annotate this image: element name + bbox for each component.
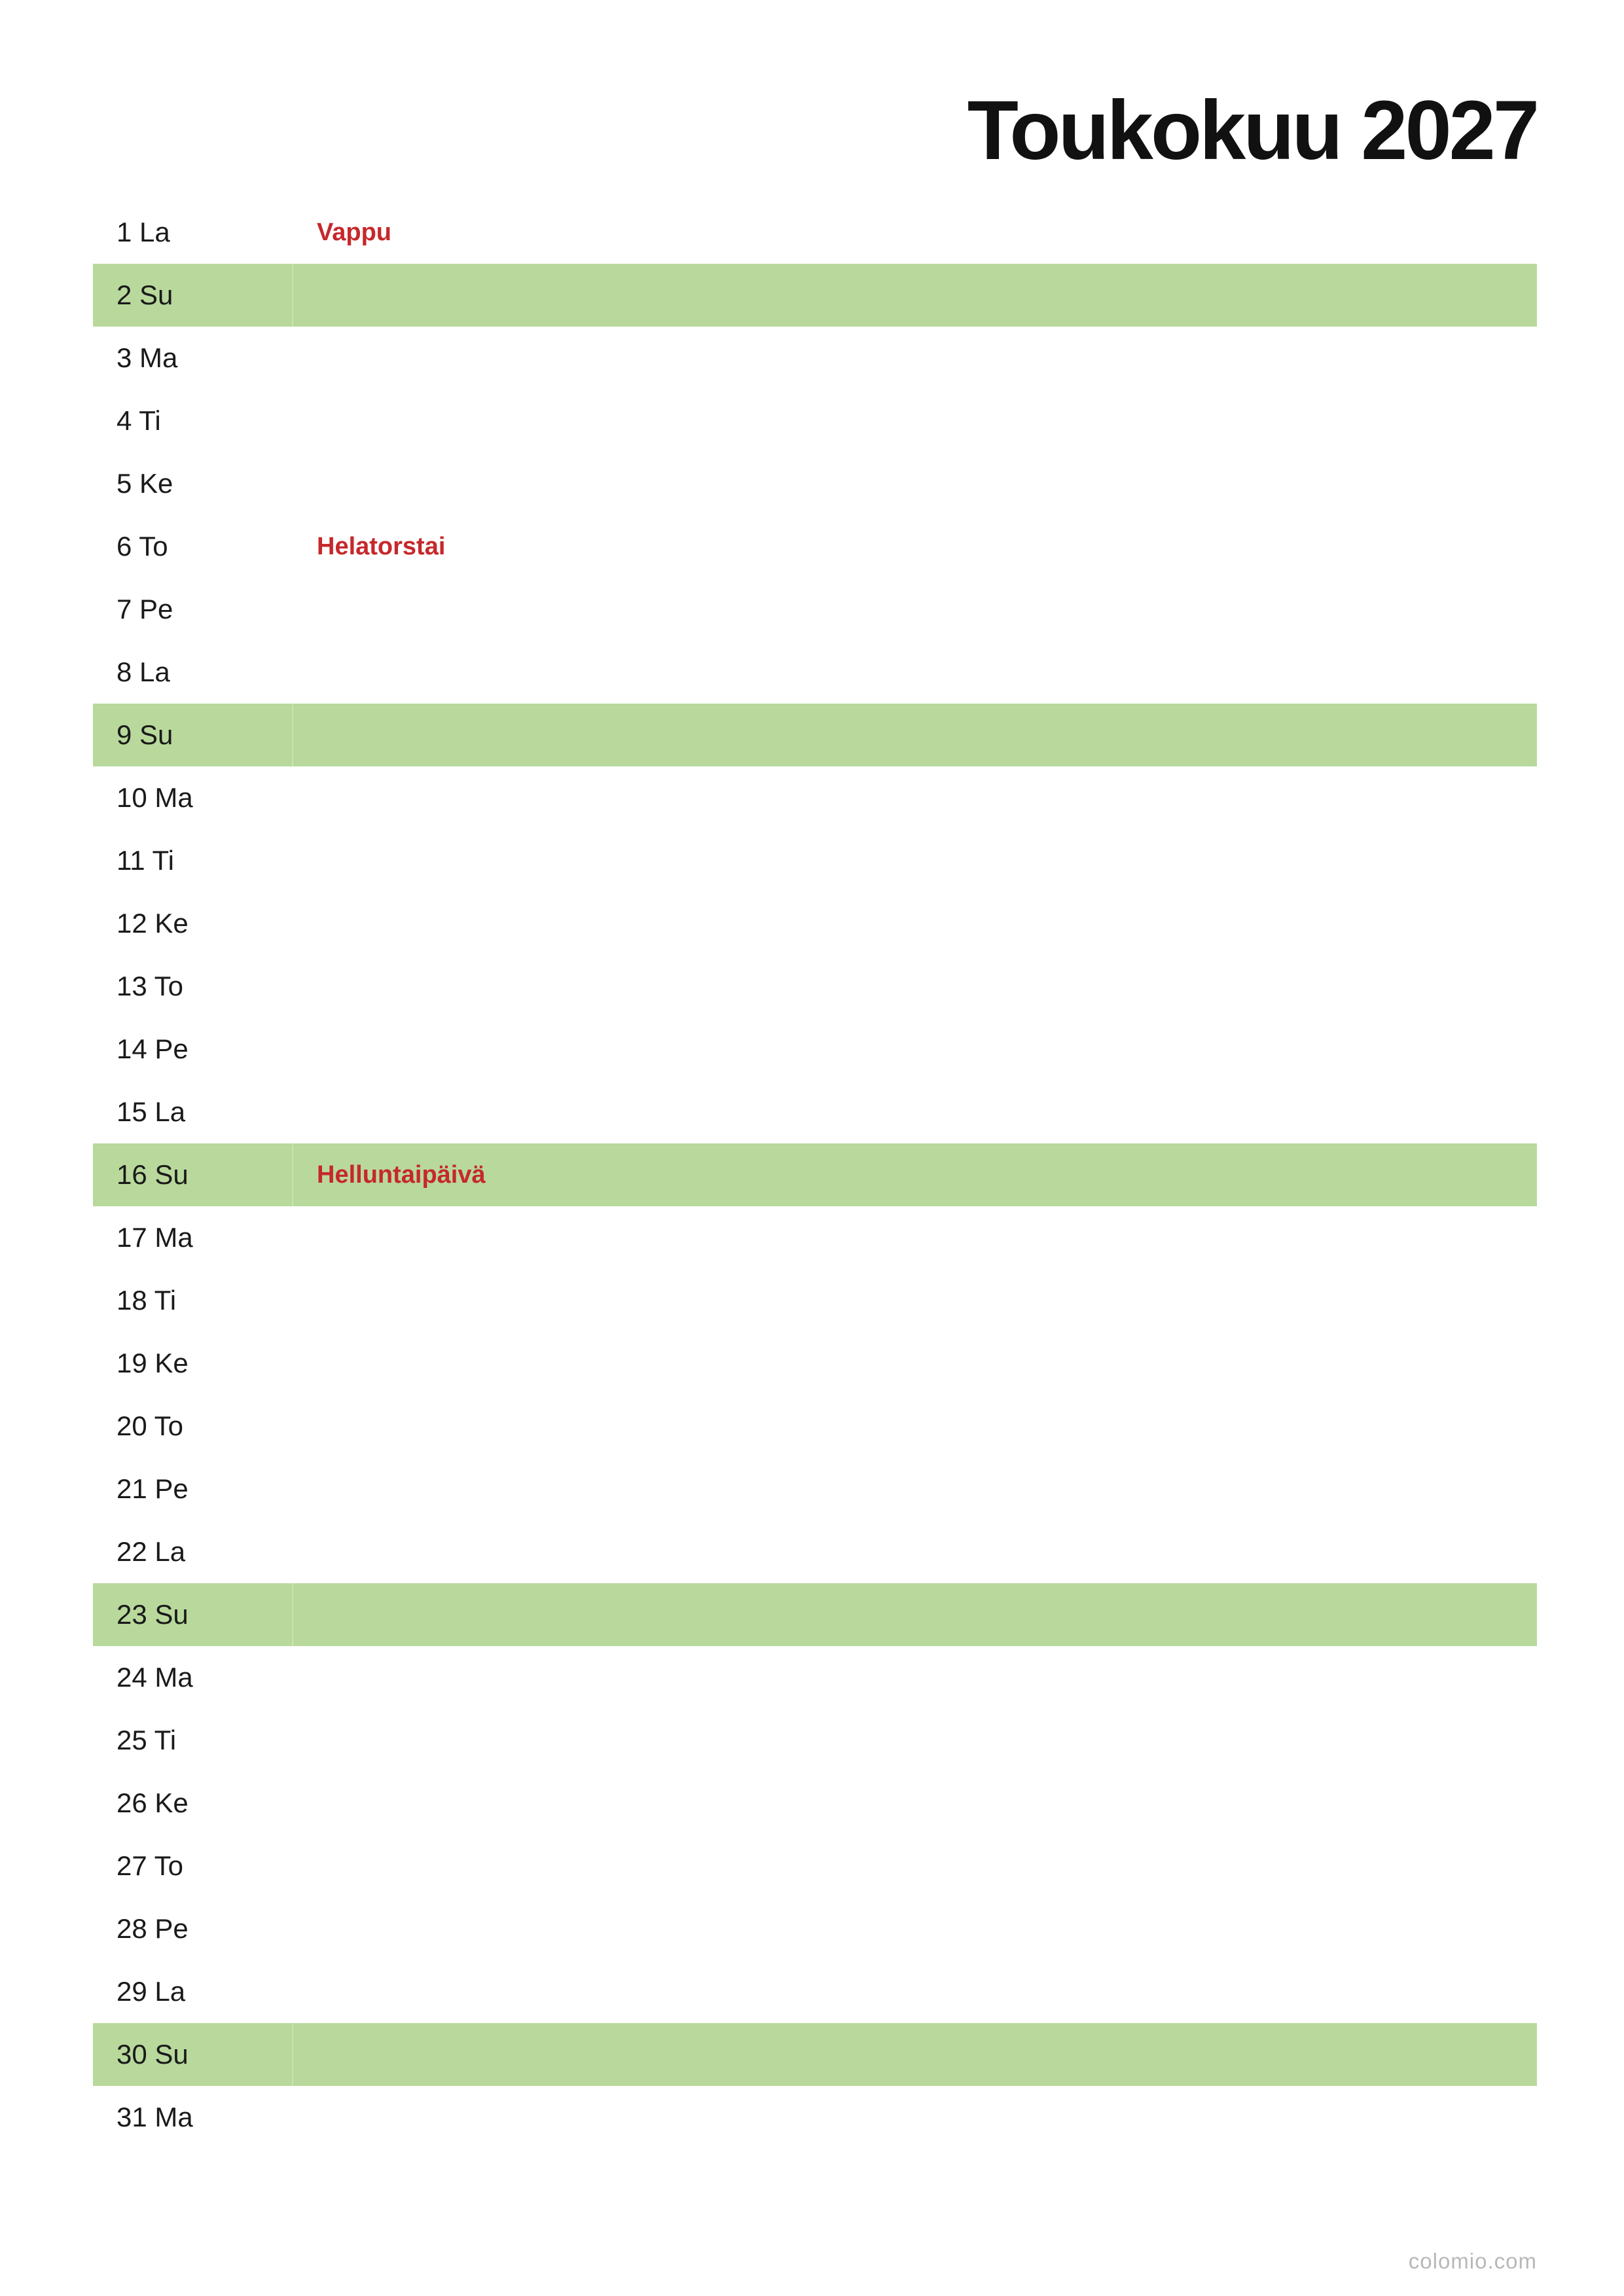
day-label: 4 Ti: [117, 405, 161, 436]
holiday-label: [293, 1960, 1537, 2023]
day-label: 20 To: [117, 1410, 183, 1441]
day-label: 28 Pe: [117, 1913, 189, 1944]
holiday-label: [293, 829, 1537, 892]
holiday-label: [293, 264, 1537, 327]
holiday-label: [293, 1206, 1537, 1269]
day-row: [93, 766, 1537, 829]
day-label: 26 Ke: [117, 1787, 189, 1818]
holiday-label: [293, 1458, 1537, 1520]
holiday-label: [293, 704, 1537, 766]
holiday-label: Helluntaipäivä: [317, 1160, 486, 1189]
day-row: [93, 1269, 1537, 1332]
day-label: 25 Ti: [117, 1725, 177, 1755]
holiday-label: [293, 1332, 1537, 1395]
holiday-label: [293, 1646, 1537, 1709]
holiday-label: [293, 1835, 1537, 1897]
day-row: [93, 641, 1537, 704]
holiday-label: [293, 2023, 1537, 2086]
holiday-label: [293, 578, 1537, 641]
day-row: [93, 1206, 1537, 1269]
day-row-sunday: [93, 704, 1537, 766]
holiday-label: [293, 389, 1537, 452]
day-row: [93, 2086, 1537, 2149]
day-row: [93, 892, 1537, 955]
holiday-label: [293, 1081, 1537, 1143]
holiday-label: [293, 327, 1537, 389]
holiday-label: [293, 1395, 1537, 1458]
holiday-label: [293, 641, 1537, 704]
day-label: 24 Ma: [117, 1662, 193, 1693]
day-label: 15 La: [117, 1096, 186, 1127]
day-label: 17 Ma: [117, 1222, 193, 1253]
footer-credit: colomio.com: [1408, 2249, 1537, 2273]
day-row: [93, 1835, 1537, 1897]
day-row-sunday: [93, 264, 1537, 327]
day-label: 19 Ke: [117, 1348, 189, 1378]
day-row: [93, 1960, 1537, 2023]
day-label: 8 La: [117, 656, 170, 687]
day-label: 23 Su: [93, 1583, 293, 1646]
holiday-label: [293, 452, 1537, 515]
day-list: [93, 201, 1537, 2149]
day-label: 21 Pe: [117, 1473, 189, 1504]
day-label: 3 Ma: [117, 342, 178, 373]
day-row: [93, 452, 1537, 515]
day-label: 31 Ma: [117, 2102, 193, 2132]
day-row: [93, 1520, 1537, 1583]
day-row: [93, 578, 1537, 641]
holiday-label: [293, 1583, 1537, 1646]
day-row-sunday: [93, 2023, 1537, 2086]
day-row: [93, 955, 1537, 1018]
page-title: Toukokuu 2027: [967, 84, 1537, 177]
day-label: 11 Ti: [117, 845, 174, 876]
day-row-sunday: [93, 1583, 1537, 1646]
holiday-label: Helatorstai: [317, 532, 446, 560]
day-row: [93, 1458, 1537, 1520]
holiday-label: [293, 1018, 1537, 1081]
holiday-label: [293, 892, 1537, 955]
holiday-label: [293, 766, 1537, 829]
day-label: 6 To: [117, 531, 168, 562]
day-label: 16 Su: [93, 1143, 293, 1206]
day-label: 30 Su: [93, 2023, 293, 2086]
holiday-label: Vappu: [317, 218, 392, 246]
holiday-label: [293, 1520, 1537, 1583]
holiday-label: [293, 955, 1537, 1018]
day-row: [93, 1646, 1537, 1709]
day-label: 27 To: [117, 1850, 183, 1881]
day-label: 1 La: [117, 217, 170, 247]
day-row: [93, 1081, 1537, 1143]
holiday-label: [293, 2086, 1537, 2149]
day-row: [93, 201, 1537, 264]
day-label: 5 Ke: [117, 468, 173, 499]
day-label: 22 La: [117, 1536, 186, 1567]
day-label: 29 La: [117, 1976, 186, 2007]
day-label: 14 Pe: [117, 1033, 189, 1064]
day-row: [93, 389, 1537, 452]
day-row: [93, 1772, 1537, 1835]
holiday-label: [293, 1897, 1537, 1960]
day-label: 10 Ma: [117, 782, 193, 813]
day-row-sunday: [93, 1143, 1537, 1206]
day-row: [93, 1018, 1537, 1081]
day-label: 9 Su: [93, 704, 293, 766]
day-row: [93, 1709, 1537, 1772]
holiday-label: [293, 1772, 1537, 1835]
day-row: [93, 1897, 1537, 1960]
day-label: 18 Ti: [117, 1285, 177, 1316]
day-row: [93, 327, 1537, 389]
day-label: 7 Pe: [117, 594, 173, 624]
holiday-label: [293, 1709, 1537, 1772]
day-row: [93, 829, 1537, 892]
day-label: 12 Ke: [117, 908, 189, 939]
holiday-label: [293, 1269, 1537, 1332]
day-label: 2 Su: [93, 264, 293, 327]
day-row: [93, 515, 1537, 578]
day-row: [93, 1395, 1537, 1458]
day-row: [93, 1332, 1537, 1395]
day-label: 13 To: [117, 971, 183, 1001]
